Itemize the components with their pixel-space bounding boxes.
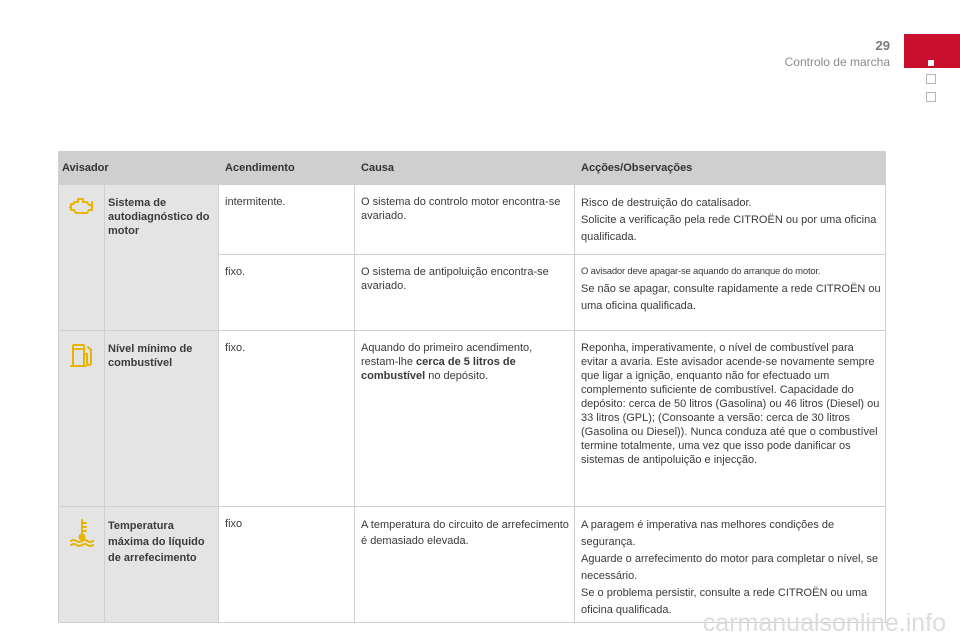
lighting-cell: fixo. — [219, 331, 355, 507]
section-title: Controlo de marcha — [784, 55, 890, 69]
lighting-cell: intermitente. — [219, 185, 355, 255]
cause-text: Aquando do primeiro acendimento, restam-lhe — [361, 342, 533, 368]
icon-cell — [59, 331, 105, 507]
action-line: Aguarde o arrefecimento do motor para completar o nível, se necessário. — [581, 553, 879, 582]
page-number: 29 — [875, 38, 890, 53]
engine-icon — [68, 195, 96, 217]
lighting-cell: fixo. — [219, 255, 355, 331]
action-line: A paragem é imperativa nas melhores condições de segurança. — [581, 519, 835, 548]
warning-name: Nível mínimo de combustível — [105, 331, 219, 507]
cause-text: no depósito. — [425, 370, 489, 382]
nav-box-2 — [926, 92, 936, 102]
cause-cell: A temperatura do circuito de arrefecimento é demasiado elevada. — [355, 507, 575, 623]
action-line: Risco de destruição do catalisador. — [581, 197, 752, 209]
cause-cell: O sistema de antipoluição encontra-se avariado. — [355, 255, 575, 331]
chapter-tab — [904, 34, 960, 68]
actions-cell — [575, 507, 886, 623]
coolant-temperature-icon — [68, 517, 96, 547]
cause-cell — [355, 331, 575, 507]
actions-cell: Reponha, imperativamente, o nível de combustível para evitar a avaria. Este avisador acende-se novamente sempre que ligar a ignição, enquanto não for efectuado um complemento suficiente de combustível. Capacidade do depósito: cerca de 50 litros (Gasolina) ou 46 litros (Diesel) ou 33 litros (GPL); (Consoante a versão: cerca de 30 litros (Gasolina ou Diesel)). Nunca conduza até que o combustível termine totalmente, uma vez que isso pode danificar os sistemas de antipoluição e injecção. — [575, 331, 886, 507]
lighting-cell: fixo — [219, 507, 355, 623]
actions-cell — [575, 185, 886, 255]
icon-cell — [59, 507, 105, 623]
actions-cell — [575, 255, 886, 331]
watermark: carmanualsonline.info — [702, 609, 946, 637]
column-header: Causa — [355, 152, 575, 185]
nav-box-1 — [926, 74, 936, 84]
tab-marker — [928, 60, 934, 66]
action-line: Se o problema persistir, consulte a rede CITROËN ou uma oficina qualificada. — [581, 587, 868, 616]
warning-name: Sistema de autodiagnóstico do motor — [105, 185, 219, 331]
action-line: Solicite a verificação pela rede CITROËN ou por uma oficina qualificada. — [581, 214, 877, 243]
table-row — [59, 507, 886, 623]
table-row — [59, 185, 886, 255]
table-row — [59, 331, 886, 507]
action-line: Se não se apagar, consulte rapidamente a rede CITROËN ou uma oficina qualificada. — [581, 283, 881, 312]
cause-cell: O sistema do controlo motor encontra-se avariado. — [355, 185, 575, 255]
cause-emphasis: cerca de 5 litros de combustível — [361, 356, 516, 382]
fuel-pump-icon — [70, 341, 94, 369]
icon-cell — [59, 185, 105, 331]
column-header: Acendimento — [219, 152, 355, 185]
action-line: O avisador deve apagar-se aquando do arranque do motor. — [581, 266, 821, 277]
warning-lights-table — [58, 151, 886, 623]
column-header: Avisador — [59, 152, 219, 185]
table-header-row — [59, 152, 886, 185]
warning-name: Temperatura máxima do líquido de arrefecimento — [105, 507, 219, 623]
column-header: Acções/Observações — [575, 152, 886, 185]
